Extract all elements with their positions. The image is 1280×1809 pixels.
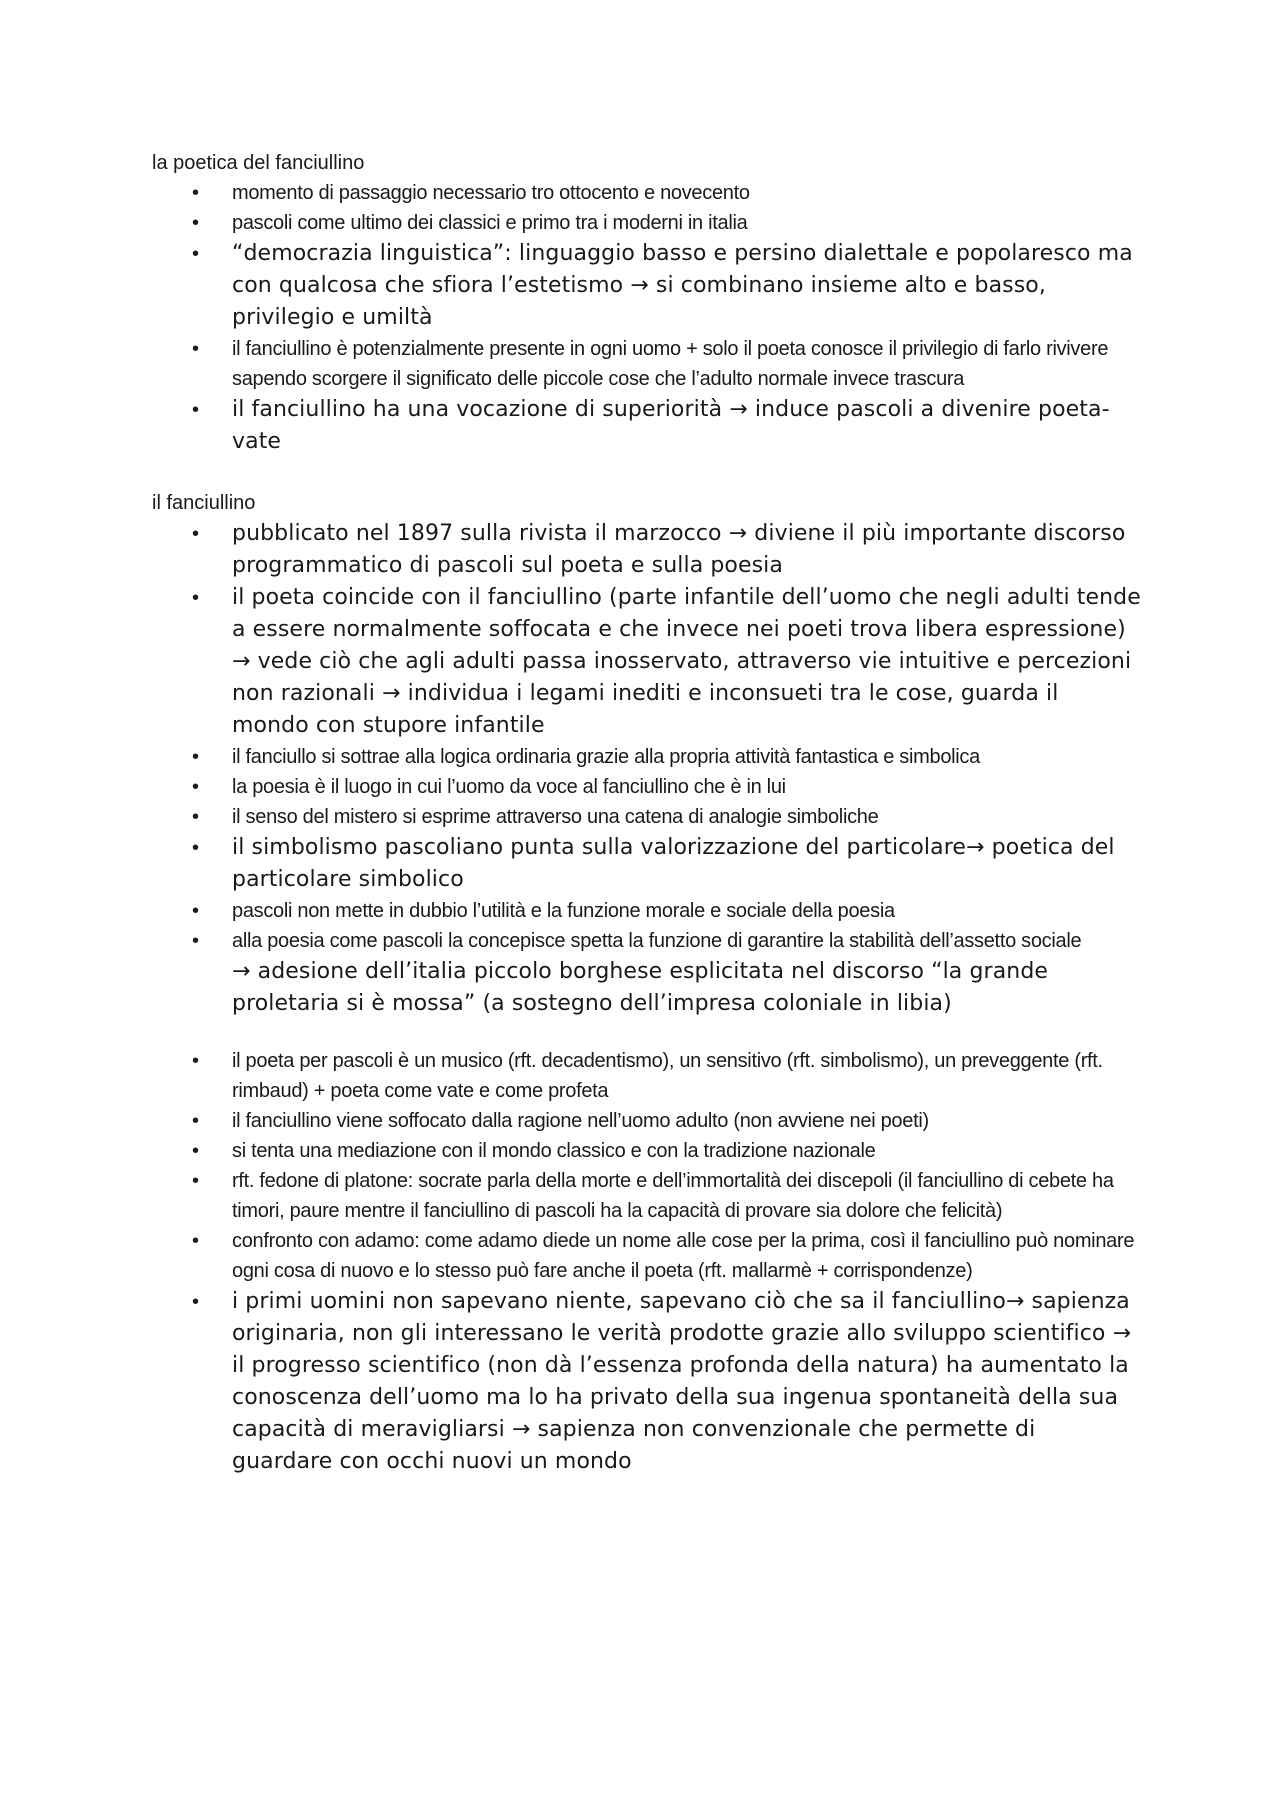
list-item-text: alla poesia come pascoli la concepisce spetta la funzione di garantire la stabilità dell’assetto sociale bbox=[232, 930, 1082, 952]
list-item bbox=[152, 1286, 1142, 1478]
bullet-icon: • bbox=[192, 1291, 200, 1313]
list-item bbox=[152, 802, 1142, 832]
bullet-icon: • bbox=[192, 776, 199, 798]
list-item-text: il fanciullino ha una vocazione di superiorità → induce pascoli a divenire poeta-vate bbox=[232, 397, 1110, 454]
list-item bbox=[152, 334, 1142, 394]
list-item-text: rft. fedone di platone: socrate parla della morte e dell’immortalità dei discepoli (il fanciullino di cebete ha timori, paure mentre il fanciullino di pascoli ha la capacità di provare sia dolore che felicità) bbox=[232, 1170, 1114, 1222]
list-item bbox=[152, 394, 1142, 458]
list-item-text: confronto con adamo: come adamo diede un nome alle cose per la prima, così il fanciullino può nominare ogni cosa di nuovo e lo stesso può fare anche il poeta (rft. mallarmè + corrispondenze) bbox=[232, 1230, 1135, 1282]
list-item-text: il poeta coincide con il fanciullino (parte infantile dell’uomo che negli adulti tende a essere normalmente soffocata e che invece nei poeti trova libera espressione) → vede ciò che agli adulti passa inosservato, attraverso vie intuitive e percezioni non razionali → individua i legami inediti e inconsueti tra le cose, guarda il mondo con stupore infantile bbox=[232, 585, 1141, 738]
list-item bbox=[152, 518, 1142, 582]
list-item bbox=[152, 1106, 1142, 1136]
list-item bbox=[152, 926, 1142, 1020]
blank-line bbox=[152, 458, 1142, 488]
bullet-list bbox=[152, 518, 1142, 1020]
list-item bbox=[152, 772, 1142, 802]
section-heading: la poetica del fanciullino bbox=[152, 152, 365, 174]
list-item bbox=[152, 1226, 1142, 1286]
bullet-icon: • bbox=[192, 900, 199, 922]
bullet-list bbox=[152, 1046, 1142, 1478]
bullet-icon: • bbox=[192, 182, 199, 204]
section-heading: il fanciullino bbox=[152, 492, 256, 514]
list-item bbox=[152, 582, 1142, 742]
list-item bbox=[152, 1136, 1142, 1166]
list-item bbox=[152, 742, 1142, 772]
list-item bbox=[152, 1046, 1142, 1106]
bullet-icon: • bbox=[192, 1170, 199, 1192]
blank-line bbox=[152, 1020, 1142, 1046]
list-item bbox=[152, 238, 1142, 334]
list-item bbox=[152, 208, 1142, 238]
document-body bbox=[152, 148, 1142, 1478]
list-item-text: il fanciullo si sottrae alla logica ordinaria grazie alla propria attività fantastica e simbolica bbox=[232, 746, 980, 768]
bullet-icon: • bbox=[192, 1110, 199, 1132]
list-item-text: il senso del mistero si esprime attraverso una catena di analogie simboliche bbox=[232, 806, 879, 828]
list-item-text: il fanciullino viene soffocato dalla ragione nell’uomo adulto (non avviene nei poeti) bbox=[232, 1110, 929, 1132]
list-item-text: pascoli non mette in dubbio l’utilità e la funzione morale e sociale della poesia bbox=[232, 900, 895, 922]
list-item-text: si tenta una mediazione con il mondo classico e con la tradizione nazionale bbox=[232, 1140, 876, 1162]
list-item-text: il poeta per pascoli è un musico (rft. decadentismo), un sensitivo (rft. simbolismo), un preveggente (rft. rimbaud) + poeta come vate e come profeta bbox=[232, 1050, 1103, 1102]
bullet-icon: • bbox=[192, 1230, 199, 1252]
bullet-icon: • bbox=[192, 1050, 199, 1072]
list-item bbox=[152, 832, 1142, 896]
list-item-text: momento di passaggio necessario tro ottocento e novecento bbox=[232, 182, 750, 204]
list-item-text: “democrazia linguistica”: linguaggio basso e persino dialettale e popolaresco ma con qualcosa che sfiora l’estetismo → si combinano insieme alto e basso, privilegio e umiltà bbox=[232, 241, 1133, 330]
list-item-text: pubblicato nel 1897 sulla rivista il marzocco → diviene il più importante discorso programmatico di pascoli sul poeta e sulla poesia bbox=[232, 521, 1126, 578]
list-item-text: pascoli come ultimo dei classici e primo tra i moderni in italia bbox=[232, 212, 748, 234]
continuation-text: → adesione dell’italia piccolo borghese esplicitata nel discorso “la grande proletaria si è mossa” (a sostegno dell’impresa coloniale in libia) bbox=[232, 959, 1049, 1016]
bullet-icon: • bbox=[192, 212, 199, 234]
bullet-icon: • bbox=[192, 930, 199, 952]
list-item-text: i primi uomini non sapevano niente, sapevano ciò che sa il fanciullino→ sapienza originaria, non gli interessano le verità prodotte grazie allo sviluppo scientifico → il progresso scientifico (non dà l’essenza profonda della natura) ha aumentato la conoscenza dell’uomo ma lo ha privato della sua ingenua spontaneità della sua capacità di meravigliarsi → sapienza non convenzionale che permette di guardare con occhi nuovi un mondo bbox=[232, 1289, 1132, 1474]
list-item-text: il simbolismo pascoliano punta sulla valorizzazione del particolare→ poetica del particolare simbolico bbox=[232, 835, 1115, 892]
bullet-list bbox=[152, 178, 1142, 458]
bullet-icon: • bbox=[192, 1140, 199, 1162]
bullet-icon: • bbox=[192, 587, 200, 609]
list-item-text: la poesia è il luogo in cui l’uomo da voce al fanciullino che è in lui bbox=[232, 776, 786, 798]
bullet-icon: • bbox=[192, 837, 200, 859]
list-item bbox=[152, 1166, 1142, 1226]
bullet-icon: • bbox=[192, 399, 200, 421]
list-item bbox=[152, 178, 1142, 208]
bullet-icon: • bbox=[192, 746, 199, 768]
list-item bbox=[152, 896, 1142, 926]
bullet-icon: • bbox=[192, 338, 199, 360]
bullet-icon: • bbox=[192, 243, 200, 265]
bullet-icon: • bbox=[192, 523, 200, 545]
bullet-icon: • bbox=[192, 806, 199, 828]
list-item-text: il fanciullino è potenzialmente presente in ogni uomo + solo il poeta conosce il privilegio di farlo rivivere sapendo scorgere il significato delle piccole cose che l’adulto normale invece trascura bbox=[232, 338, 1109, 390]
